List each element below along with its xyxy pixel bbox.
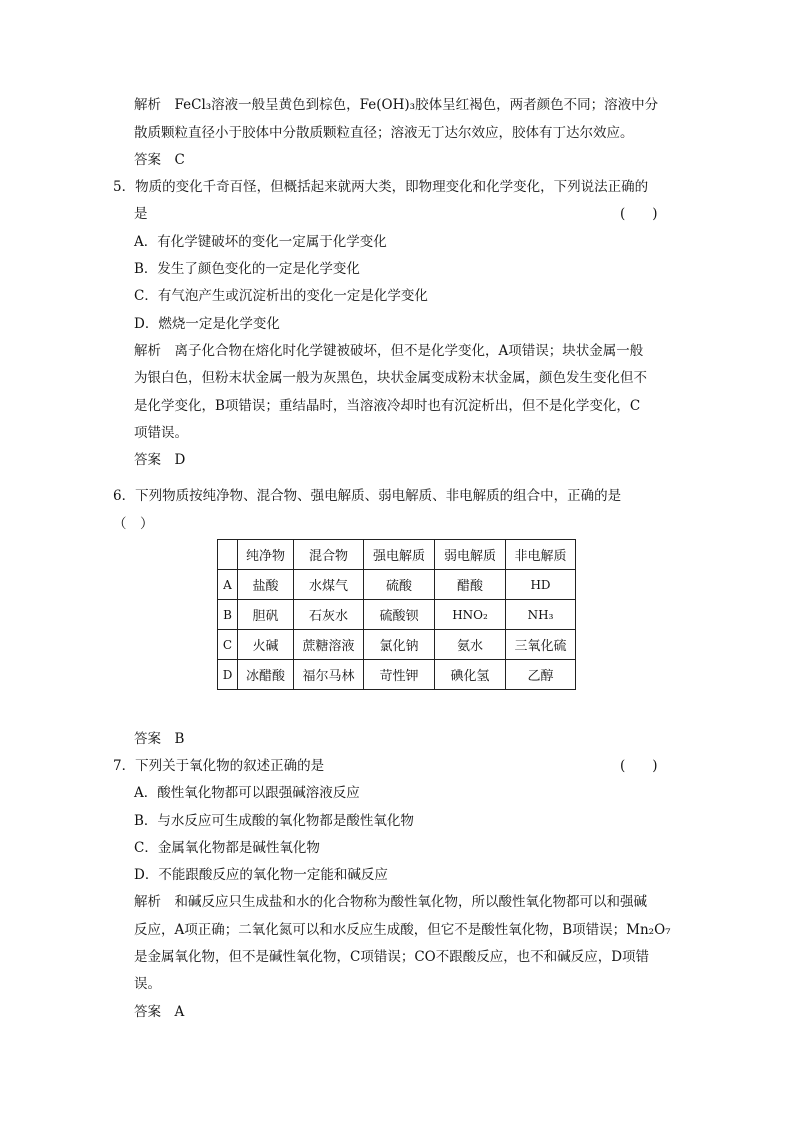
table-cell: 乙醇 xyxy=(506,660,576,690)
table-cell: C xyxy=(218,630,238,660)
table-row xyxy=(218,630,576,660)
q4-analysis-line-2: 散质颗粒直径小于胶体中分散质颗粒直径；溶液无丁达尔效应，胶体有丁达尔效应。 xyxy=(134,125,634,141)
q6-answer-paren: （ ） xyxy=(113,516,154,532)
q7-option-d: D．不能跟酸反应的氧化物一定能和碱反应 xyxy=(134,867,388,883)
q7-analysis-line-4: 误。 xyxy=(134,976,161,992)
q7-option-b: B．与水反应可生成酸的氧化物都是酸性氧化物 xyxy=(134,813,414,829)
table-cell: 氨水 xyxy=(435,630,506,660)
q5-analysis-line-1: 解析 离子化合物在熔化时化学键被破坏，但不是化学变化，A项错误；块状金属一般 xyxy=(134,343,644,359)
table-cell: 蔗糖溶液 xyxy=(294,630,364,660)
table-cell: 福尔马林 xyxy=(294,660,364,690)
table-cell: 三氧化硫 xyxy=(506,630,576,660)
table-header-cell: 纯净物 xyxy=(238,540,294,570)
q5-option-c: C．有气泡产生或沉淀析出的变化一定是化学变化 xyxy=(134,288,428,304)
table-cell: 石灰水 xyxy=(294,600,364,630)
q5-stem-line-2: 是 xyxy=(134,206,148,222)
table-cell: 氯化钠 xyxy=(364,630,435,660)
q5-option-d: D．燃烧一定是化学变化 xyxy=(134,316,280,332)
q5-answer: 答案 D xyxy=(134,452,186,468)
table-cell: 硫酸 xyxy=(364,570,435,600)
q7-stem: 7．下列关于氧化物的叙述正确的是 xyxy=(113,758,325,774)
table-cell: HD xyxy=(506,570,576,600)
q5-analysis-line-2: 为银白色，但粉末状金属一般为灰黑色，块状金属变成粉末状金属，颜色发生变化但不 xyxy=(134,370,647,386)
table-cell: 冰醋酸 xyxy=(238,660,294,690)
q4-answer: 答案 C xyxy=(134,152,185,168)
table-cell: D xyxy=(218,660,238,690)
table-cell: B xyxy=(218,600,238,630)
table-row xyxy=(218,570,576,600)
q5-answer-paren: ( ) xyxy=(620,206,658,222)
q7-analysis-line-2: 反应，A项正确；二氧化氮可以和水反应生成酸，但它不是酸性氧化物，B项错误；Mn₂O₇ xyxy=(134,922,671,938)
table-cell: NH₃ xyxy=(506,600,576,630)
q7-option-c: C．金属氧化物都是碱性氧化物 xyxy=(134,840,320,856)
q5-stem-line-1: 5．物质的变化千奇百怪，但概括起来就两大类，即物理变化和化学变化，下列说法正确的 xyxy=(113,179,649,195)
table-cell: 水煤气 xyxy=(294,570,364,600)
q7-analysis-line-3: 是金属氧化物，但不是碱性氧化物，C项错误；CO不跟酸反应，也不和碱反应，D项错 xyxy=(134,949,650,965)
table-cell: 碘化氢 xyxy=(435,660,506,690)
table-header-cell xyxy=(218,540,238,570)
q4-analysis-line-1: 解析 FeCl₃溶液一般呈黄色到棕色，Fe(OH)₃胶体呈红褐色，两者颜色不同；溶液中分 xyxy=(134,97,659,113)
table-cell: A xyxy=(218,570,238,600)
substance-classification-table xyxy=(217,539,576,690)
table-cell: 硫酸钡 xyxy=(364,600,435,630)
q5-analysis-line-3: 是化学变化，B项错误；重结晶时，当溶液冷却时也有沉淀析出，但不是化学变化，C xyxy=(134,398,641,414)
table-cell: 苛性钾 xyxy=(364,660,435,690)
table-cell: 火碱 xyxy=(238,630,294,660)
q7-answer: 答案 A xyxy=(134,1004,185,1020)
q5-analysis-line-4: 项错误。 xyxy=(134,425,188,441)
table-row xyxy=(218,660,576,690)
table-cell: 盐酸 xyxy=(238,570,294,600)
table-header-cell: 强电解质 xyxy=(364,540,435,570)
table-header-cell: 混合物 xyxy=(294,540,364,570)
q6-stem-line-1: 6．下列物质按纯净物、混合物、强电解质、弱电解质、非电解质的组合中，正确的是 xyxy=(113,488,622,504)
table-cell: 醋酸 xyxy=(435,570,506,600)
table-header-cell: 非电解质 xyxy=(506,540,576,570)
table-cell: 胆矾 xyxy=(238,600,294,630)
q7-analysis-line-1: 解析 和碱反应只生成盐和水的化合物称为酸性氧化物，所以酸性氧化物都可以和强碱 xyxy=(134,894,647,910)
table-header-row xyxy=(218,540,576,570)
table-header-cell: 弱电解质 xyxy=(435,540,506,570)
q7-answer-paren: ( ) xyxy=(620,758,658,774)
table-cell: HNO₂ xyxy=(435,600,506,630)
q6-answer: 答案 B xyxy=(134,731,185,747)
table-row xyxy=(218,600,576,630)
q5-option-a: A．有化学键破坏的变化一定属于化学变化 xyxy=(134,234,387,250)
q5-option-b: B．发生了颜色变化的一定是化学变化 xyxy=(134,261,360,277)
q7-option-a: A．酸性氧化物都可以跟强碱溶液反应 xyxy=(134,785,360,801)
